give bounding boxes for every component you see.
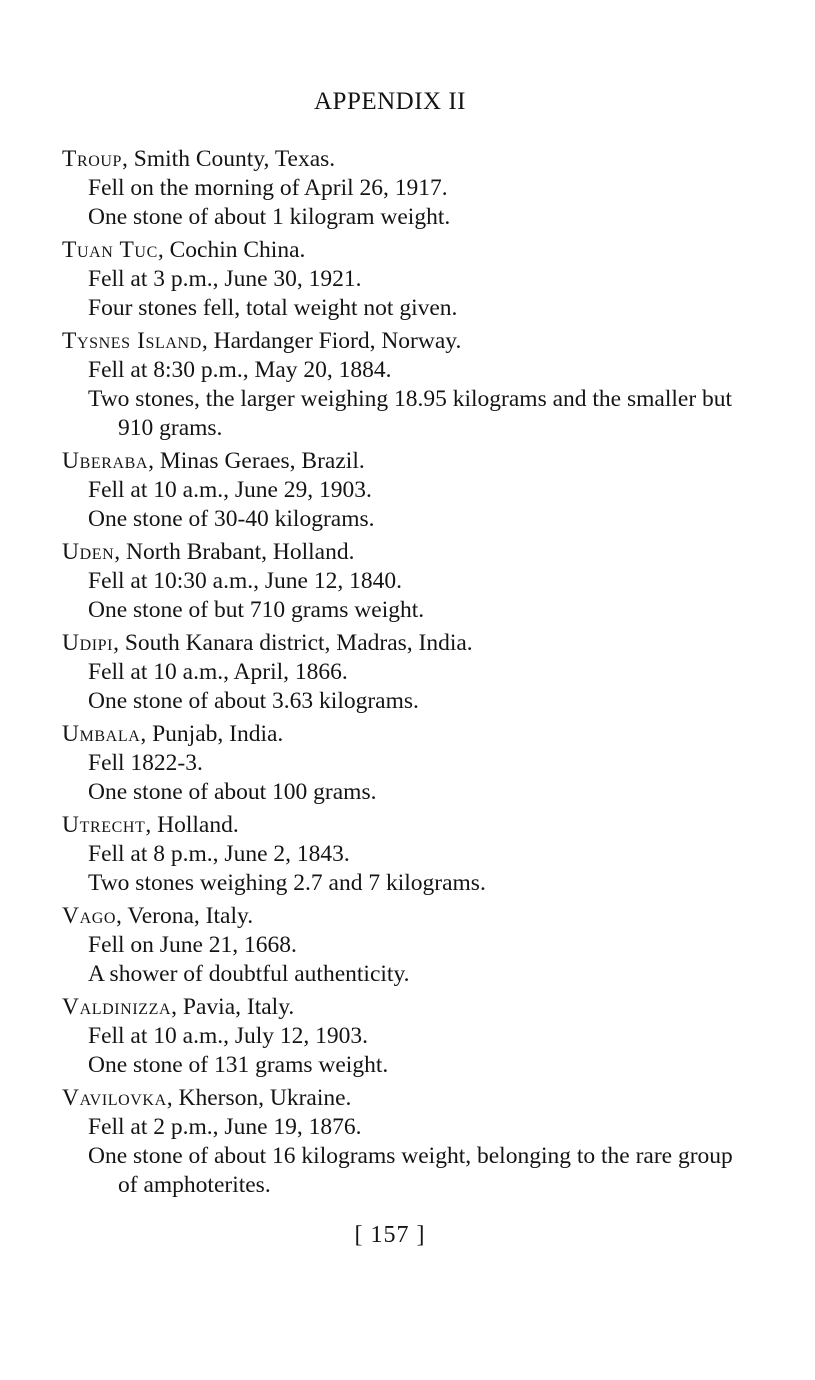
page-number: [ 157 ] xyxy=(354,1222,426,1248)
meteorite-location: , Hardanger Fiord, Norway. xyxy=(201,328,462,354)
fall-description: Four stones fell, total weight not given. xyxy=(88,295,458,321)
fall-date: Fell at 10 a.m., July 12, 1903. xyxy=(88,1023,369,1049)
fall-description: One stone of about 3.63 kilograms. xyxy=(88,688,419,714)
fall-date: Fell at 2 p.m., June 19, 1876. xyxy=(88,1114,362,1140)
meteorite-location: , Pavia, Italy. xyxy=(171,994,295,1020)
list-item xyxy=(62,993,742,1080)
meteorite-location: , Smith County, Texas. xyxy=(122,146,336,172)
fall-date: Fell at 10 a.m., June 29, 1903. xyxy=(88,477,372,503)
fall-description: One stone of about 16 kilograms weight, belonging to the rare group of amphoterites. xyxy=(88,1143,733,1198)
entry-heading xyxy=(62,327,742,356)
list-item xyxy=(62,236,742,323)
fall-date: Fell at 3 p.m., June 30, 1921. xyxy=(88,266,362,292)
fall-description: One stone of about 1 kilogram weight. xyxy=(88,204,451,230)
fall-date: Fell at 10 a.m., April, 1866. xyxy=(88,659,348,685)
page-title: APPENDIX II xyxy=(313,88,467,115)
meteorite-location: , Holland. xyxy=(145,812,239,838)
meteorite-name: Vago xyxy=(62,903,117,929)
list-item xyxy=(62,1084,742,1200)
entry-heading xyxy=(62,629,742,658)
entry-heading xyxy=(62,447,742,476)
meteorite-location: , Verona, Italy. xyxy=(116,903,254,929)
entry-heading xyxy=(62,145,742,174)
entry-heading xyxy=(62,538,742,567)
list-item xyxy=(62,902,742,989)
meteorite-location: , Punjab, India. xyxy=(140,721,284,747)
fall-date: Fell 1822-3. xyxy=(88,750,203,776)
meteorite-name: Umbala xyxy=(62,721,141,747)
fall-description: A shower of doubtful authenticity. xyxy=(88,961,410,987)
meteorite-name: Uden xyxy=(62,539,115,565)
list-item xyxy=(62,538,742,625)
entry-heading xyxy=(62,993,742,1022)
list-item xyxy=(62,629,742,716)
meteorite-name: Utrecht xyxy=(62,812,146,838)
entry-heading xyxy=(62,811,742,840)
meteorite-name: Tuan Tuc xyxy=(62,237,158,263)
fall-description: One stone of about 100 grams. xyxy=(88,779,377,805)
meteorite-name: Vavilovka xyxy=(62,1085,167,1111)
list-item xyxy=(62,720,742,807)
meteorite-location: , Kherson, Ukraine. xyxy=(166,1085,352,1111)
meteorite-name: Tysnes Island xyxy=(62,328,202,354)
fall-description: One stone of 30-40 kilograms. xyxy=(88,506,375,532)
entry-heading xyxy=(62,1084,742,1113)
meteorite-name: Valdinizza xyxy=(62,994,172,1020)
fall-description: One stone of 131 grams weight. xyxy=(88,1052,389,1078)
meteorite-location: , Cochin China. xyxy=(157,237,306,263)
fall-description: Two stones weighing 2.7 and 7 kilograms. xyxy=(88,870,486,896)
meteorite-name: Troup xyxy=(62,146,123,172)
list-item xyxy=(62,811,742,898)
list-item xyxy=(62,447,742,534)
list-item xyxy=(62,327,742,443)
entry-heading xyxy=(62,720,742,749)
fall-date: Fell on June 21, 1668. xyxy=(88,932,297,958)
meteorite-name: Uberaba xyxy=(62,448,149,474)
fall-date: Fell at 8:30 p.m., May 20, 1884. xyxy=(88,357,392,383)
entry-heading xyxy=(62,236,742,265)
meteorite-location: , Minas Geraes, Brazil. xyxy=(148,448,365,474)
fall-date: Fell at 8 p.m., June 2, 1843. xyxy=(88,841,350,867)
meteorite-list xyxy=(62,145,742,1204)
list-item xyxy=(62,145,742,232)
meteorite-location: , South Kanara district, Madras, India. xyxy=(113,630,473,656)
fall-date: Fell on the morning of April 26, 1917. xyxy=(88,175,448,201)
fall-description: One stone of but 710 grams weight. xyxy=(88,597,425,623)
fall-date: Fell at 10:30 a.m., June 12, 1840. xyxy=(88,568,402,594)
meteorite-name: Udipi xyxy=(62,630,114,656)
meteorite-location: , North Brabant, Holland. xyxy=(114,539,355,565)
fall-description: Two stones, the larger weighing 18.95 kilograms and the smaller but 910 grams. xyxy=(88,386,733,441)
entry-heading xyxy=(62,902,742,931)
